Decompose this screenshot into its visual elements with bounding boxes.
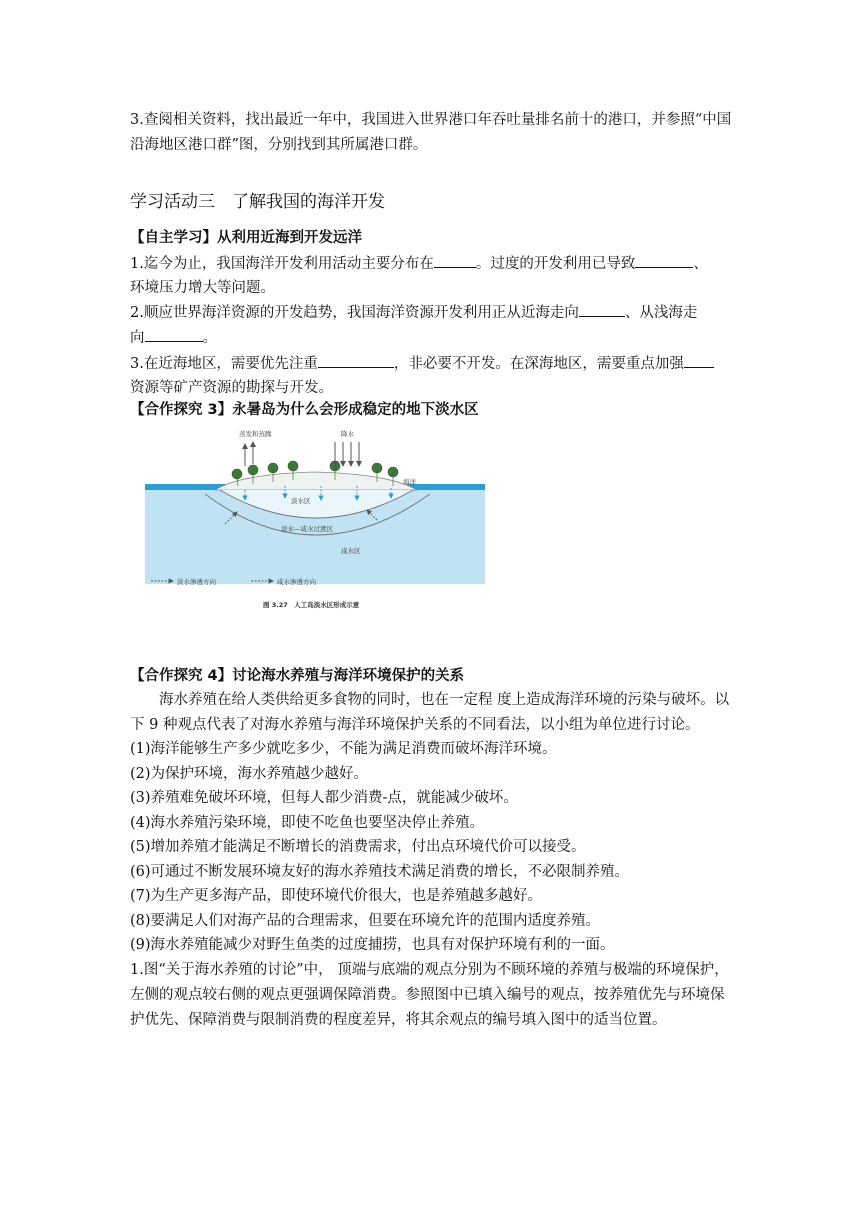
- q1-blank-1[interactable]: [434, 253, 476, 268]
- q2-text-b: 、从浅海走: [624, 305, 698, 321]
- freshwater-lens-diagram: [145, 424, 485, 616]
- self-study-q2-line2: [130, 326, 217, 347]
- q3-text-a: 3.在近海地区，需要优先注重: [130, 356, 318, 372]
- q3-blank-2[interactable]: [684, 353, 714, 368]
- self-study-heading: 【自主学习】从利用近海到开发远洋: [130, 230, 362, 246]
- island-surface: [215, 472, 417, 490]
- view-3: (3)养殖难免破坏环境，但每人都少消费-点，就能减少破坏。: [130, 790, 518, 806]
- q1-text-a: 1.迄今为止，我国海洋开发利用活动主要分布在: [130, 256, 434, 272]
- activity-3-title: 学习活动三 了解我国的海洋开发: [130, 192, 385, 212]
- q2-blank-2[interactable]: [145, 327, 203, 342]
- question-3-ports: 3.查阅相关资料，找出最近一年中，我国进入世界港口年吞吐量排名前十的港口，并参照“中国沿海地区港口群”图，分别找到其所属港口群。: [130, 112, 732, 153]
- q3-text-b: ，非必要不开发。在深海地区，需要重点加强: [393, 356, 684, 372]
- q1-blank-2[interactable]: [635, 253, 693, 268]
- self-study-q3-line1: [130, 352, 714, 373]
- q3-blank-1[interactable]: [318, 353, 394, 368]
- view-7: (7)为生产更多海产品，即使环境代价很大，也是养殖越多越好。: [130, 888, 543, 904]
- q2-text-a: 2.顺应世界海洋资源的开发趋势，我国海洋资源开发利用正从近海走向: [130, 305, 579, 321]
- self-study-q2-line1: [130, 301, 697, 322]
- transition-zone-label: 淡水—咸水过渡区: [281, 525, 333, 533]
- q2-blank-1[interactable]: [579, 302, 625, 317]
- view-6: (6)可通过不断发展环境友好的海水养殖技术满足消费的增长，不必限制养殖。: [130, 864, 630, 880]
- q2-text-c: 向: [130, 330, 145, 346]
- q2-text-d: 。: [202, 330, 217, 346]
- evaporation-arrows: [245, 442, 253, 466]
- view-4: (4)海水养殖污染环境，即使不吃鱼也要坚决停止养殖。: [130, 815, 485, 831]
- explore-3-heading: 【合作探究 3】永暑岛为什么会形成稳定的地下淡水区: [130, 402, 479, 418]
- figure-caption: 图 3.27 人工岛淡水区形成示意: [263, 601, 360, 609]
- self-study-q1-line2: 环境压力增大等问题。: [130, 280, 275, 296]
- saltwater-zone-label: 咸水区: [341, 547, 361, 555]
- evaporation-label: 蒸发和蒸腾: [239, 430, 272, 438]
- legend-fresh-label: 淡水渗透方向: [177, 578, 216, 586]
- q1-text-c: 、: [693, 256, 708, 272]
- explore-4-heading: 【合作探究 4】讨论海水养殖与海洋环境保护的关系: [130, 668, 465, 684]
- q1-text-b: 。过度的开发利用已导致: [475, 256, 636, 272]
- freshwater-zone-label: 淡水区: [291, 497, 311, 505]
- legend-salt-label: 咸水渗透方向: [277, 578, 316, 586]
- rain-label: 降水: [341, 430, 354, 438]
- ocean-label: 海洋: [403, 478, 416, 486]
- view-5: (5)增加养殖才能满足不断增长的消费需求，付出点环境代价可以接受。: [130, 839, 586, 855]
- view-2: (2)为保护环境，海水养殖越少越好。: [130, 766, 369, 782]
- task-1-instructions: 1.图“关于海水养殖的讨论”中， 顶端与底端的观点分别为不顾环境的养殖与极端的环境保护，左侧的观点较右侧的观点更强调保障消费。参照图中已填入编号的观点，按养殖优先与环境保护优先、保障消费与限制消费的程度差异，将其余观点的编号填入图中的适当位置。: [130, 962, 729, 1028]
- sea-surface-right: [407, 484, 485, 490]
- view-9: (9)海水养殖能减少对野生鱼类的过度捕捞，也具有对保护环境有利的一面。: [130, 937, 615, 953]
- self-study-q3-line2: 资源等矿产资源的勘探与开发。: [130, 380, 333, 396]
- view-1: (1)海洋能够生产多少就吃多少，不能为满足消费而破坏海洋环境。: [130, 741, 557, 757]
- view-8: (8)要满足人们对海产品的合理需求，但要在环境允许的范围内适度养殖。: [130, 913, 601, 929]
- explore-4-intro: 海水养殖在给人类供给更多食物的同时，也在一定程 度上造成海洋环境的污染与破坏。以下 9 种观点代表了对海水养殖与海洋环境保护关系的不同看法，以小组为单位进行讨论。: [130, 692, 730, 733]
- self-study-q1-line1: [130, 252, 708, 273]
